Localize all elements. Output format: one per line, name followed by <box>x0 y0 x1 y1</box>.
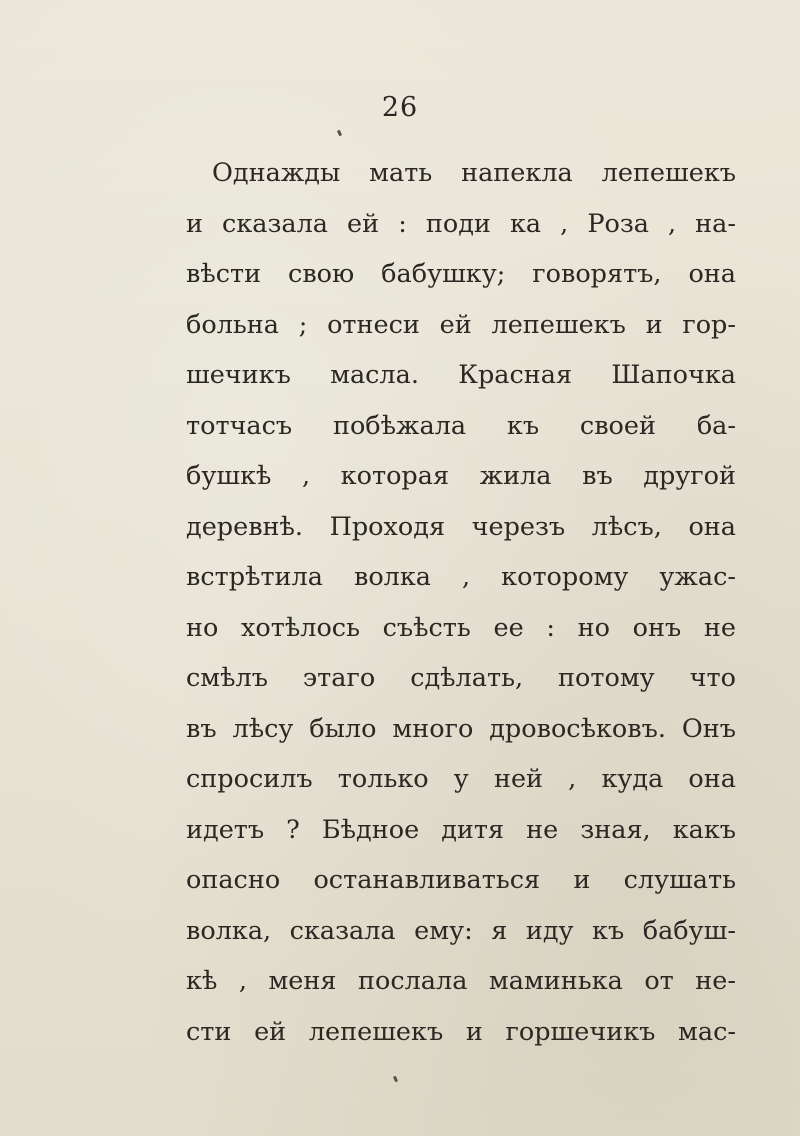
text-line: Однажды мать напекла лепешекъ <box>212 158 736 188</box>
text-line: деревнѣ. Проходя черезъ лѣсъ, она <box>186 511 736 542</box>
text-line: вѣсти свою бабушку; говорятъ, она <box>186 259 736 289</box>
text-line: сти ей лепешекъ и горшечикъ мас- <box>186 1016 736 1047</box>
page-number: 26 <box>381 92 419 123</box>
text-line: но хотѣлось съѣсть ее : но онъ не <box>186 612 736 643</box>
text-line: встрѣтила волка , которому ужас- <box>186 562 736 592</box>
text-line: спросилъ только у ней , куда она <box>186 764 736 794</box>
text-line: волка, сказала ему: я иду къ бабуш- <box>186 915 736 946</box>
page-text <box>186 148 736 1057</box>
text-line: тотчасъ побѣжала къ своей ба- <box>186 410 736 441</box>
ink-speck <box>337 130 342 137</box>
ink-speck <box>393 1076 398 1083</box>
text-line: смѣлъ этаго сдѣлать, потому что <box>186 663 736 693</box>
text-line: бушкѣ , которая жила въ другой <box>186 461 736 491</box>
text-line: кѣ , меня послала маминька от не- <box>186 966 736 996</box>
text-line: и сказала ей : поди ка , Роза , на- <box>186 208 736 239</box>
text-line: опасно останавливаться и слушать <box>186 865 736 895</box>
text-line: идетъ ? Бѣдное дитя не зная, какъ <box>186 814 736 845</box>
text-line: шечикъ масла. Красная Шапочка <box>186 360 736 390</box>
text-line: больна ; отнеси ей лепешекъ и гор- <box>186 309 736 340</box>
text-line: въ лѣсу было много дровосѣковъ. Онъ <box>186 713 736 744</box>
